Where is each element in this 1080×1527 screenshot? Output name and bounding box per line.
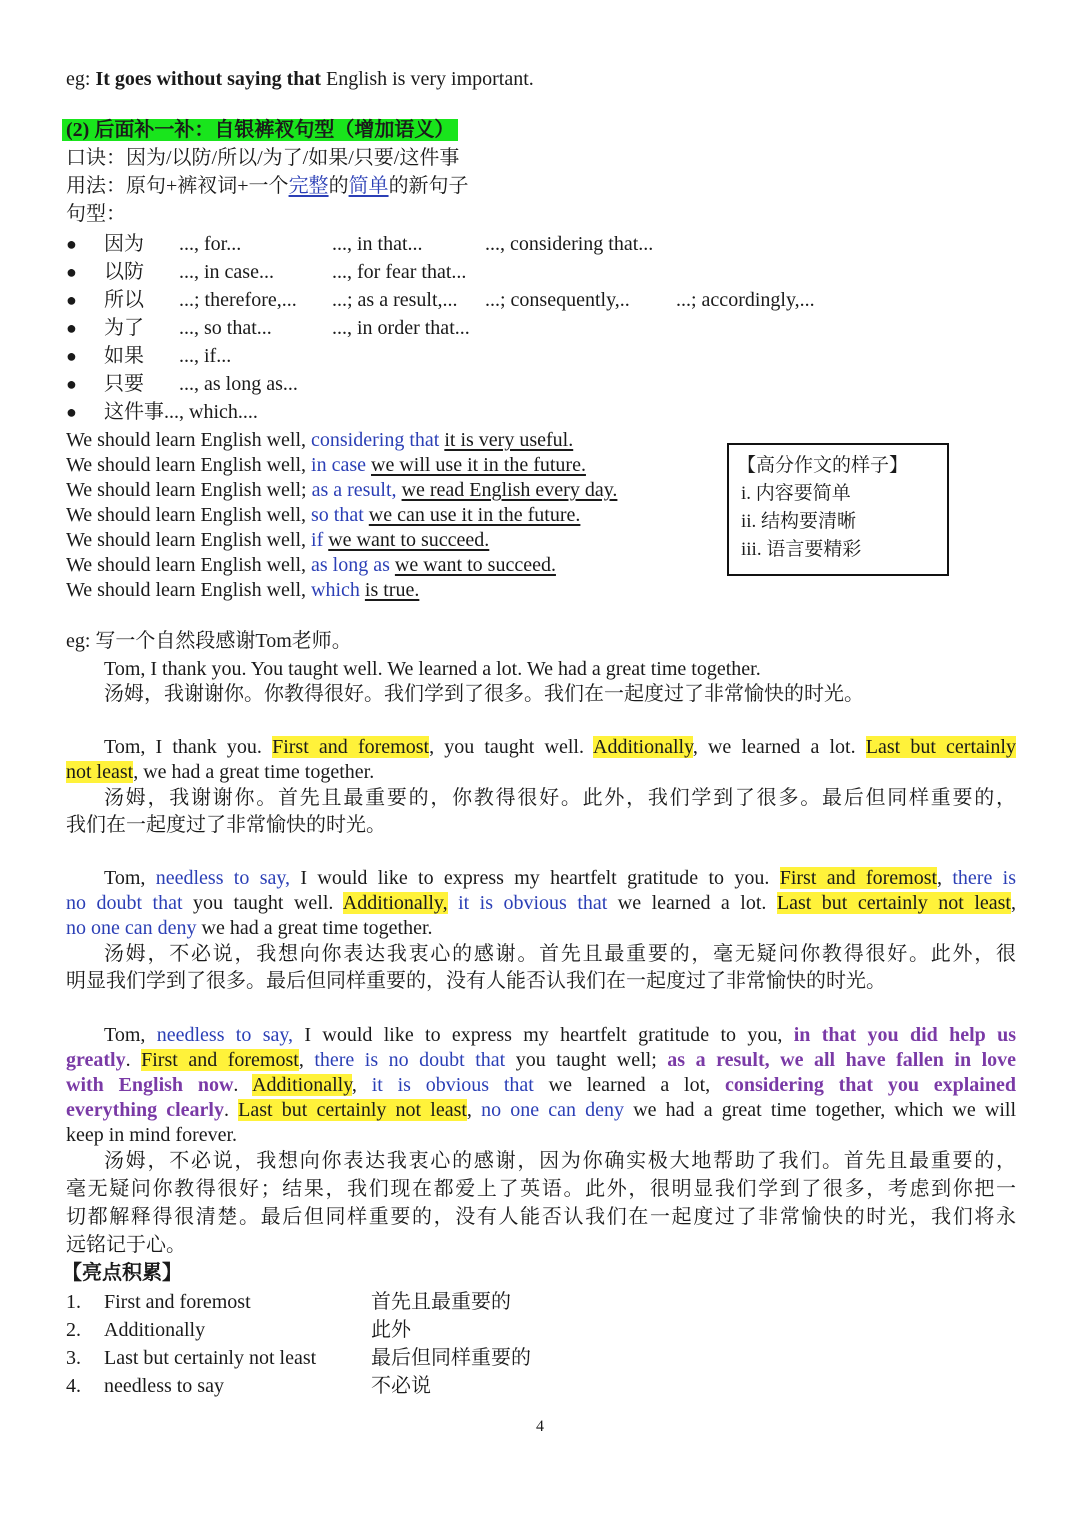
- tip-box-item: iii. 语言要精彩: [741, 539, 862, 560]
- pattern-col: ..., as long as...: [179, 373, 298, 395]
- phrase-last-but: Last but certainly: [865, 736, 1016, 758]
- pattern-col: ..., if...: [179, 345, 232, 367]
- essay-v4-en-line2: greatly. First and foremost, there is no doubt that you taught well; as a result, we all have fallen in love: [66, 1049, 1017, 1071]
- phrase-first-and-foremost: First and foremost: [272, 736, 430, 758]
- mnemonic-line: 口诀：因为/以防/所以/为了/如果/只要/这件事: [66, 147, 460, 169]
- example-rest: we can use it in the future.: [368, 504, 581, 526]
- phrase-considering-that: considering that you explained: [724, 1074, 1016, 1096]
- essay-v3-zh-line1: 汤姆，不必说，我想向你表达我衷心的感谢。首先且最重要的，毫无疑问你教得很好。此外，很: [104, 943, 1016, 965]
- example-sentence: [66, 527, 489, 553]
- example-sentence: [66, 577, 419, 603]
- phrase-last-but-certainly-not-least: Last but certainly not least: [238, 1099, 467, 1121]
- phrase-needless-to-say: needless to say,: [155, 867, 291, 889]
- example-rest: we read English every day.: [401, 479, 618, 501]
- example-base: We should learn English well,: [66, 454, 307, 476]
- phrase-with-english-now: with English now: [66, 1074, 234, 1096]
- eg-label: eg:: [66, 68, 91, 90]
- example-sentence: [66, 427, 573, 453]
- phrase-last-but-certainly-not-least: Last but certainly not least: [776, 892, 1011, 914]
- example-sentence: [66, 552, 556, 578]
- section-heading-text: (2) 后面补一补：自银裤衩句型（增加语义）: [62, 119, 458, 141]
- example-conj: as long as: [311, 554, 390, 576]
- pattern-cn: 为了: [104, 317, 144, 339]
- essay-v2-zh-line1: 汤姆，我谢谢你。首先且最重要的，你教得很好。此外，我们学到了很多。最后但同样重要的，: [104, 787, 1016, 809]
- example-conj: considering that: [311, 429, 440, 451]
- accum-num: 1.: [66, 1291, 81, 1313]
- example-conj: if: [311, 529, 324, 551]
- top-example-rest: English is very important.: [326, 68, 534, 90]
- essay-v3-en-line2: no doubt that you taught well. Additionally, it is obvious that we learned a lot. Last but certainly not least,: [66, 892, 1016, 914]
- phrase-no-doubt-that: no doubt that: [66, 892, 183, 914]
- essay-v4-zh-line3: 切都解释得很清楚。最后但同样重要的，没有人能否认我们在一起度过了非常愉快的时光，我们将永: [66, 1206, 1016, 1228]
- essay-v2-zh-line2: 我们在一起度过了非常愉快的时光。: [66, 814, 386, 836]
- essay-v3-en-line3: no one can deny we had a great time together.: [66, 917, 433, 939]
- pattern-col: ..., so that...: [179, 317, 272, 339]
- bullet-icon: ●: [66, 402, 77, 422]
- example-rest: it is very useful.: [444, 429, 574, 451]
- essay-v4-zh-line1: 汤姆，不必说，我想向你表达我衷心的感谢，因为你确实极大地帮助了我们。首先且最重要的，: [104, 1150, 1016, 1172]
- example-sentence: [66, 502, 580, 528]
- essay-v3-zh-line2: 明显我们学到了很多。最后但同样重要的，没有人能否认我们在一起度过了非常愉快的时光。: [66, 970, 886, 992]
- example-sentence: [66, 477, 617, 503]
- phrase-greatly: greatly: [66, 1049, 126, 1071]
- essay-v4-en-line5: keep in mind forever.: [66, 1124, 238, 1146]
- phrase-no-one-can-deny: no one can deny: [66, 917, 197, 939]
- bullet-icon: ●: [66, 262, 77, 282]
- phrase-needless-to-say: needless to say,: [156, 1024, 294, 1046]
- accum-zh: 最后但同样重要的: [371, 1347, 531, 1369]
- top-example-bold: It goes without saying that: [95, 68, 322, 90]
- pattern-col: ...; as a result,...: [332, 289, 458, 311]
- phrase-it-is-obvious-that: it is obvious that: [371, 1074, 534, 1096]
- essay-intro: eg: 写一个自然段感谢Tom老师。: [66, 630, 352, 652]
- phrase-additionally: Additionally: [252, 1074, 352, 1096]
- essay-v4-zh-line2: 毫无疑问你教得很好；结果，我们现在都爱上了英语。此外，很明显我们学到了很多，考虑到你把一: [66, 1178, 1016, 1200]
- phrase-there-is-no-doubt: there is no doubt that: [314, 1049, 506, 1071]
- phrase-everything-clearly: everything clearly: [66, 1099, 224, 1121]
- example-sentence: [66, 452, 586, 478]
- essay-v3-en-line1: Tom, needless to say, I would like to express my heartfelt gratitude to you. First and foremost, there is: [104, 867, 1017, 889]
- example-base: We should learn English well,: [66, 504, 307, 526]
- pattern-cn: 所以: [104, 289, 144, 311]
- pattern-col: ..., in that...: [332, 233, 423, 255]
- essay-v4-en-line1: Tom, needless to say, I would like to express my heartfelt gratitude to you, in that you did help us: [104, 1024, 1017, 1046]
- accumulation-title: 【亮点积累】: [62, 1262, 182, 1284]
- pattern-cn: 如果: [104, 345, 144, 367]
- example-rest: we want to succeed.: [328, 529, 490, 551]
- example-rest: we will use it in the future.: [371, 454, 586, 476]
- essay-v1-zh: 汤姆，我谢谢你。你教得很好。我们学到了很多。我们在一起度过了非常愉快的时光。: [104, 683, 864, 705]
- section-heading: [62, 117, 458, 143]
- example-conj: as a result,: [311, 479, 397, 501]
- pattern-cn: 因为: [104, 233, 144, 255]
- usage-line: [66, 173, 469, 199]
- phrase-not-least: not least: [66, 761, 134, 783]
- tip-box: [727, 443, 949, 576]
- tip-box-item: i. 内容要简单: [741, 483, 851, 504]
- phrase-first-and-foremost: First and foremost: [141, 1049, 299, 1071]
- bullet-icon: ●: [66, 234, 77, 254]
- accum-num: 3.: [66, 1347, 81, 1369]
- phrase-as-a-result: as a result, we all have fallen in love: [667, 1049, 1017, 1071]
- essay-v4-en-line4: everything clearly. Last but certainly not least, no one can deny we had a great time together, which we will: [66, 1099, 1017, 1121]
- pattern-col: ..., in order that...: [332, 317, 470, 339]
- example-base: We should learn English well;: [66, 479, 307, 501]
- phrase-additionally: Additionally: [593, 736, 693, 758]
- pattern-col: ..., for...: [179, 233, 242, 255]
- pattern-cn: 只要: [104, 373, 144, 395]
- usage-complete: 完整: [288, 175, 329, 197]
- accum-zh: 不必说: [371, 1375, 431, 1397]
- phrase-it-is-obvious-that: it is obvious that: [458, 892, 608, 914]
- example-base: We should learn English well,: [66, 429, 307, 451]
- usage-a: 用法：原句+裤衩词+一个: [66, 175, 289, 197]
- pattern-col: ..., considering that...: [485, 233, 654, 255]
- top-example: [66, 66, 534, 92]
- pattern-col: ...; consequently,..: [485, 289, 630, 311]
- bullet-icon: ●: [66, 318, 77, 338]
- essay-v4-en-line3: with English now. Additionally, it is obvious that we learned a lot, considering that you explained: [66, 1074, 1016, 1096]
- pattern-label: 句型：: [66, 203, 126, 225]
- phrase-first-and-foremost: First and foremost: [779, 867, 938, 889]
- example-conj: in case: [311, 454, 366, 476]
- example-conj: so that: [311, 504, 364, 526]
- essay-v2-en-line1: Tom, I thank you. First and foremost, you taught well. Additionally, we learned a lot. Last but certainly: [104, 736, 1016, 758]
- accum-en: Additionally: [104, 1319, 206, 1341]
- bullet-icon: ●: [66, 374, 77, 394]
- accum-en: Last but certainly not least: [104, 1347, 317, 1369]
- essay-v4-zh-line4: 远铭记于心。: [66, 1234, 186, 1256]
- accum-zh: 此外: [371, 1319, 411, 1341]
- pattern-col: ..., in case...: [179, 261, 274, 283]
- phrase-in-that: in that you did help us: [793, 1024, 1017, 1046]
- essay-v1-en: Tom, I thank you. You taught well. We learned a lot. We had a great time together.: [104, 658, 761, 680]
- accum-zh: 首先且最重要的: [371, 1291, 511, 1313]
- pattern-col: ..., for fear that...: [332, 261, 467, 283]
- tip-box-title: 【高分作文的样子】: [737, 455, 909, 476]
- example-rest: is true.: [364, 579, 420, 601]
- accum-en: needless to say: [104, 1375, 224, 1397]
- usage-simple: 简单: [348, 175, 389, 197]
- tip-box-item: ii. 结构要清晰: [741, 511, 857, 532]
- phrase-no-one-can-deny: no one can deny: [481, 1099, 625, 1121]
- accum-en: First and foremost: [104, 1291, 251, 1313]
- pattern-col: ...; therefore,...: [179, 289, 297, 311]
- page-number: 4: [536, 1418, 544, 1435]
- phrase-additionally: Additionally,: [342, 892, 448, 914]
- pattern-cn: 以防: [104, 261, 144, 283]
- phrase-there-is: there is: [952, 867, 1017, 889]
- accum-num: 2.: [66, 1319, 81, 1341]
- pattern-col: ...; accordingly,...: [676, 289, 815, 311]
- usage-c: 的新句子: [388, 175, 469, 197]
- usage-b: 的: [328, 175, 349, 197]
- example-base: We should learn English well,: [66, 529, 307, 551]
- accum-num: 4.: [66, 1375, 81, 1397]
- bullet-icon: ●: [66, 346, 77, 366]
- example-base: We should learn English well,: [66, 554, 307, 576]
- bullet-icon: ●: [66, 290, 77, 310]
- example-conj: which: [311, 579, 360, 601]
- example-rest: we want to succeed.: [394, 554, 556, 576]
- example-base: We should learn English well,: [66, 579, 307, 601]
- pattern-cn: 这件事..., which....: [104, 401, 258, 423]
- essay-v2-en-line2: not least, we had a great time together.: [66, 761, 375, 783]
